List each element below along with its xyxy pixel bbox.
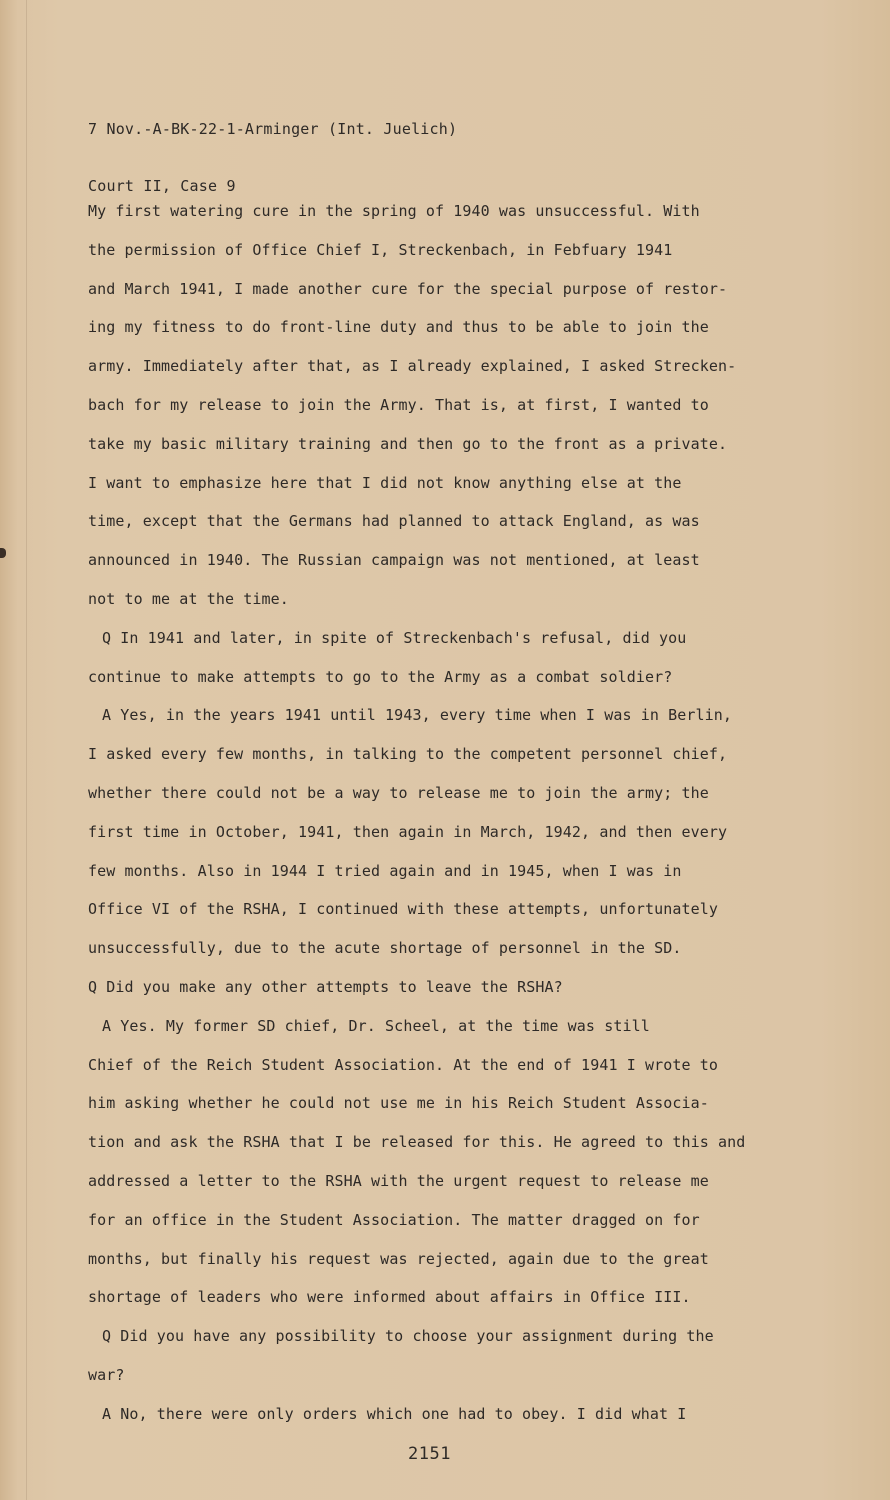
text-line-1: My first watering cure in the spring of 1940 was unsuccessful. With xyxy=(88,202,700,220)
text-line-13: continue to make attempts to go to the Army as a combat soldier? xyxy=(88,667,673,686)
text-line-9: time, except that the Germans had planned to attack England, as was xyxy=(88,512,700,531)
text-line-4: ing my fitness to do front-line duty and thus to be able to join the xyxy=(88,318,709,337)
text-line-31: war? xyxy=(88,1365,125,1384)
text-line-18: few months. Also in 1944 I tried again and in 1945, when I was in xyxy=(88,861,682,880)
text-line-3: and March 1941, I made another cure for the special purpose of restor- xyxy=(88,279,728,298)
text-line-29: shortage of leaders who were informed about affairs in Office III. xyxy=(88,1288,691,1307)
page-edge-shadow xyxy=(26,0,27,1500)
text-line-27: for an office in the Student Association. The matter dragged on for xyxy=(88,1210,700,1229)
binding-hole-mark xyxy=(0,548,6,558)
header-line-2: Court II, Case 9 xyxy=(88,177,236,195)
question-line-1: Q In 1941 and later, in spite of Streckenbach's refusal, did you xyxy=(102,628,687,647)
text-line-6: bach for my release to join the Army. That is, at first, I wanted to xyxy=(88,395,709,414)
header-line-1: 7 Nov.-A-BK-22-1-Arminger (Int. Juelich) xyxy=(88,120,458,138)
text-line-10: announced in 1940. The Russian campaign was not mentioned, at least xyxy=(88,551,700,570)
text-line-2: the permission of Office Chief I, Streckenbach, in Febfuary 1941 xyxy=(88,240,673,259)
text-line-7: take my basic military training and then go to the front as a private. xyxy=(88,434,728,453)
transcript-body xyxy=(88,192,828,1434)
text-line-25: tion and ask the RSHA that I be released for this. He agreed to this and xyxy=(88,1133,746,1152)
page-number: 2151 xyxy=(408,1444,451,1464)
text-line-17: first time in October, 1941, then again in March, 1942, and then every xyxy=(88,822,728,841)
answer-line-1: A Yes, in the years 1941 until 1943, every time when I was in Berlin, xyxy=(102,706,733,725)
text-line-5: army. Immediately after that, as I already explained, I asked Strecken- xyxy=(88,357,737,376)
answer-line-3: A No, there were only orders which one had to obey. I did what I xyxy=(102,1404,687,1423)
text-line-24: him asking whether he could not use me in his Reich Student Associa- xyxy=(88,1094,709,1113)
answer-line-2: A Yes. My former SD chief, Dr. Scheel, at the time was still xyxy=(102,1016,650,1035)
text-line-26: addressed a letter to the RSHA with the urgent request to release me xyxy=(88,1171,709,1190)
question-line-2: Q Did you make any other attempts to leave the RSHA? xyxy=(88,977,563,996)
text-line-11: not to me at the time. xyxy=(88,589,289,608)
text-line-16: whether there could not be a way to release me to join the army; the xyxy=(88,783,709,802)
text-line-20: unsuccessfully, due to the acute shortage of personnel in the SD. xyxy=(88,939,682,958)
text-line-15: I asked every few months, in talking to the competent personnel chief, xyxy=(88,745,728,764)
text-line-28: months, but finally his request was rejected, again due to the great xyxy=(88,1249,709,1268)
text-line-23: Chief of the Reich Student Association. At the end of 1941 I wrote to xyxy=(88,1055,719,1074)
text-line-8: I want to emphasize here that I did not know anything else at the xyxy=(88,473,682,492)
text-line-19: Office VI of the RSHA, I continued with these attempts, unfortunately xyxy=(88,900,719,919)
question-line-3: Q Did you have any possibility to choose your assignment during the xyxy=(102,1327,714,1346)
